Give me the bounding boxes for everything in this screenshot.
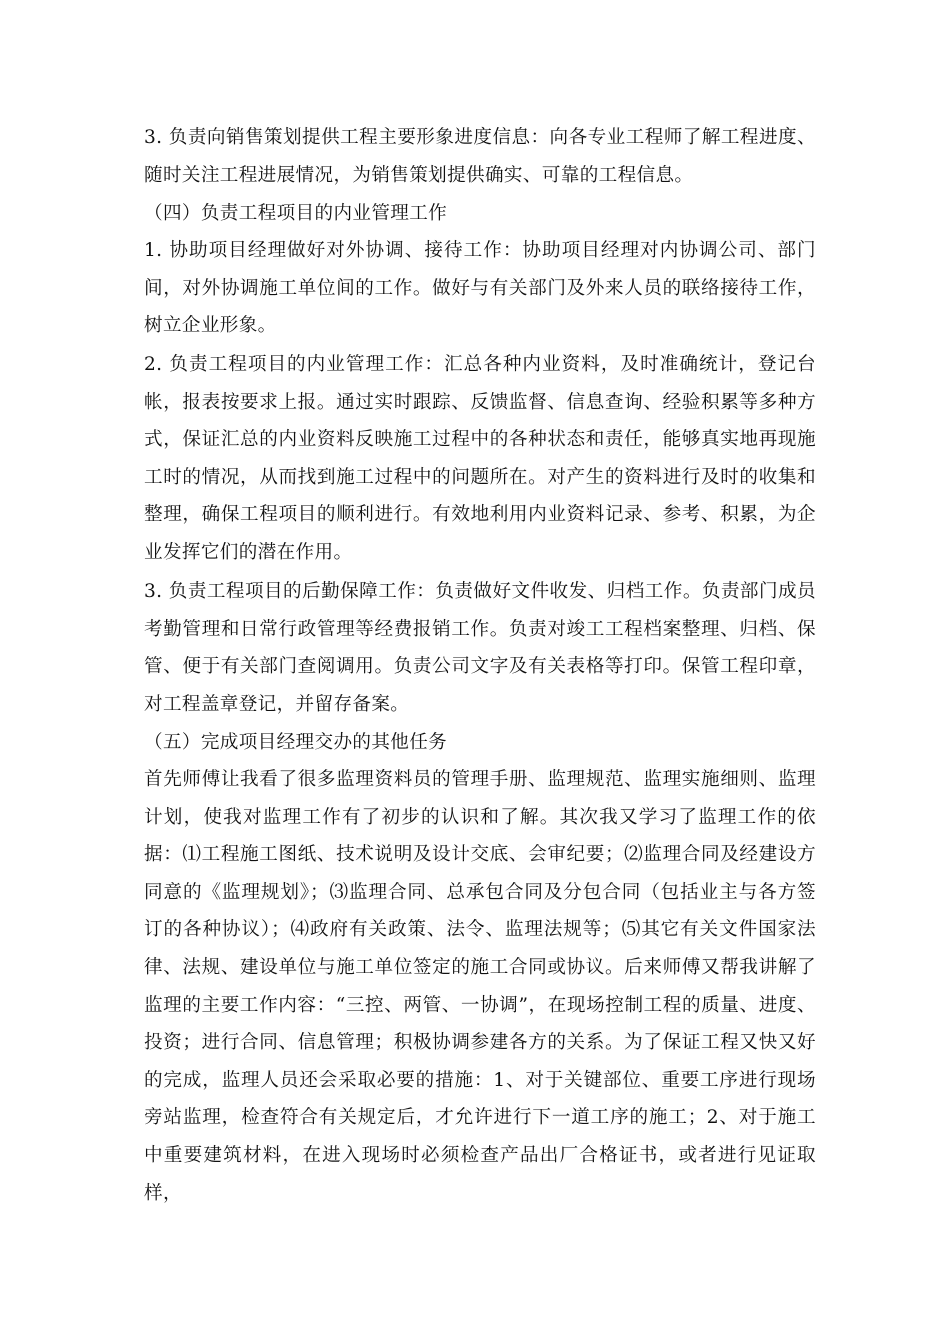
paragraph-coordination: 1. 协助项目经理做好对外协调、接待工作：协助项目经理对内协调公司、部门间，对外协调施工单位间的工作。做好与有关部门及外来人员的联络接待工作，树立企业形象。 [144,240,816,337]
paragraph-sales-progress-info: 3. 负责向销售策划提供工程主要形象进度信息：向各专业工程师了解工程进度、随时关注工程进展情况，为销售策划提供确实、可靠的工程信息。 [144,127,816,186]
section-heading-5: （五）完成项目经理交办的其他任务 [144,732,448,753]
paragraph-logistics: 3. 负责工程项目的后勤保障工作：负责做好文件收发、归档工作。负责部门成员考勤管理和日常行政管理等经费报销工作。负责对竣工工程档案整理、归档、保管、便于有关部门查阅调用。负责公司文字及有关表格等打印。保管工程印章，对工程盖章登记，并留存备案。 [144,581,816,715]
paragraph-supervision-study: 首先师傅让我看了很多监理资料员的管理手册、监理规范、监理实施细则、监理计划，使我对监理工作有了初步的认识和了解。其次我又学习了监理工作的依据：⑴工程施工图纸、技术说明及设计交底、会审纪要；⑵监理合同及经建设方同意的《监理规划》；⑶监理合同、总承包合同及分包合同（包括业主与各方签订的各种协议）；⑷政府有关政策、法令、监理法规等；⑸其它有关文件国家法律、法规、建设单位与施工单位签定的施工合同或协议。后来师傅又帮我讲解了监理的主要工作内容：“三控、两管、一协调”，在现场控制工程的质量、进度、投资；进行合同、信息管理；积极协调参建各方的关系。为了保证工程又快又好的完成，监理人员还会采取必要的措施：1、对于关键部位、重要工序进行现场旁站监理，检查符合有关规定后，才允许进行下一道工序的施工；2、对于施工中重要建筑材料，在进入现场时必须检查产品出厂合格证书，或者进行见证取样， [144,769,816,1204]
section-heading-4: （四）负责工程项目的内业管理工作 [144,203,448,224]
paragraph-internal-management: 2. 负责工程项目的内业管理工作：汇总各种内业资料，及时准确统计，登记台帐，报表按要求上报。通过实时跟踪、反馈监督、信息查询、经验积累等多种方式，保证汇总的内业资料反映施工过程中的各种状态和责任，能够真实地再现施工时的情况，从而找到施工过程中的问题所在。对产生的资料进行及时的收集和整理，确保工程项目的顺利进行。有效地利用内业资料记录、参考、积累，为企业发挥它们的潜在作用。 [144,354,816,563]
